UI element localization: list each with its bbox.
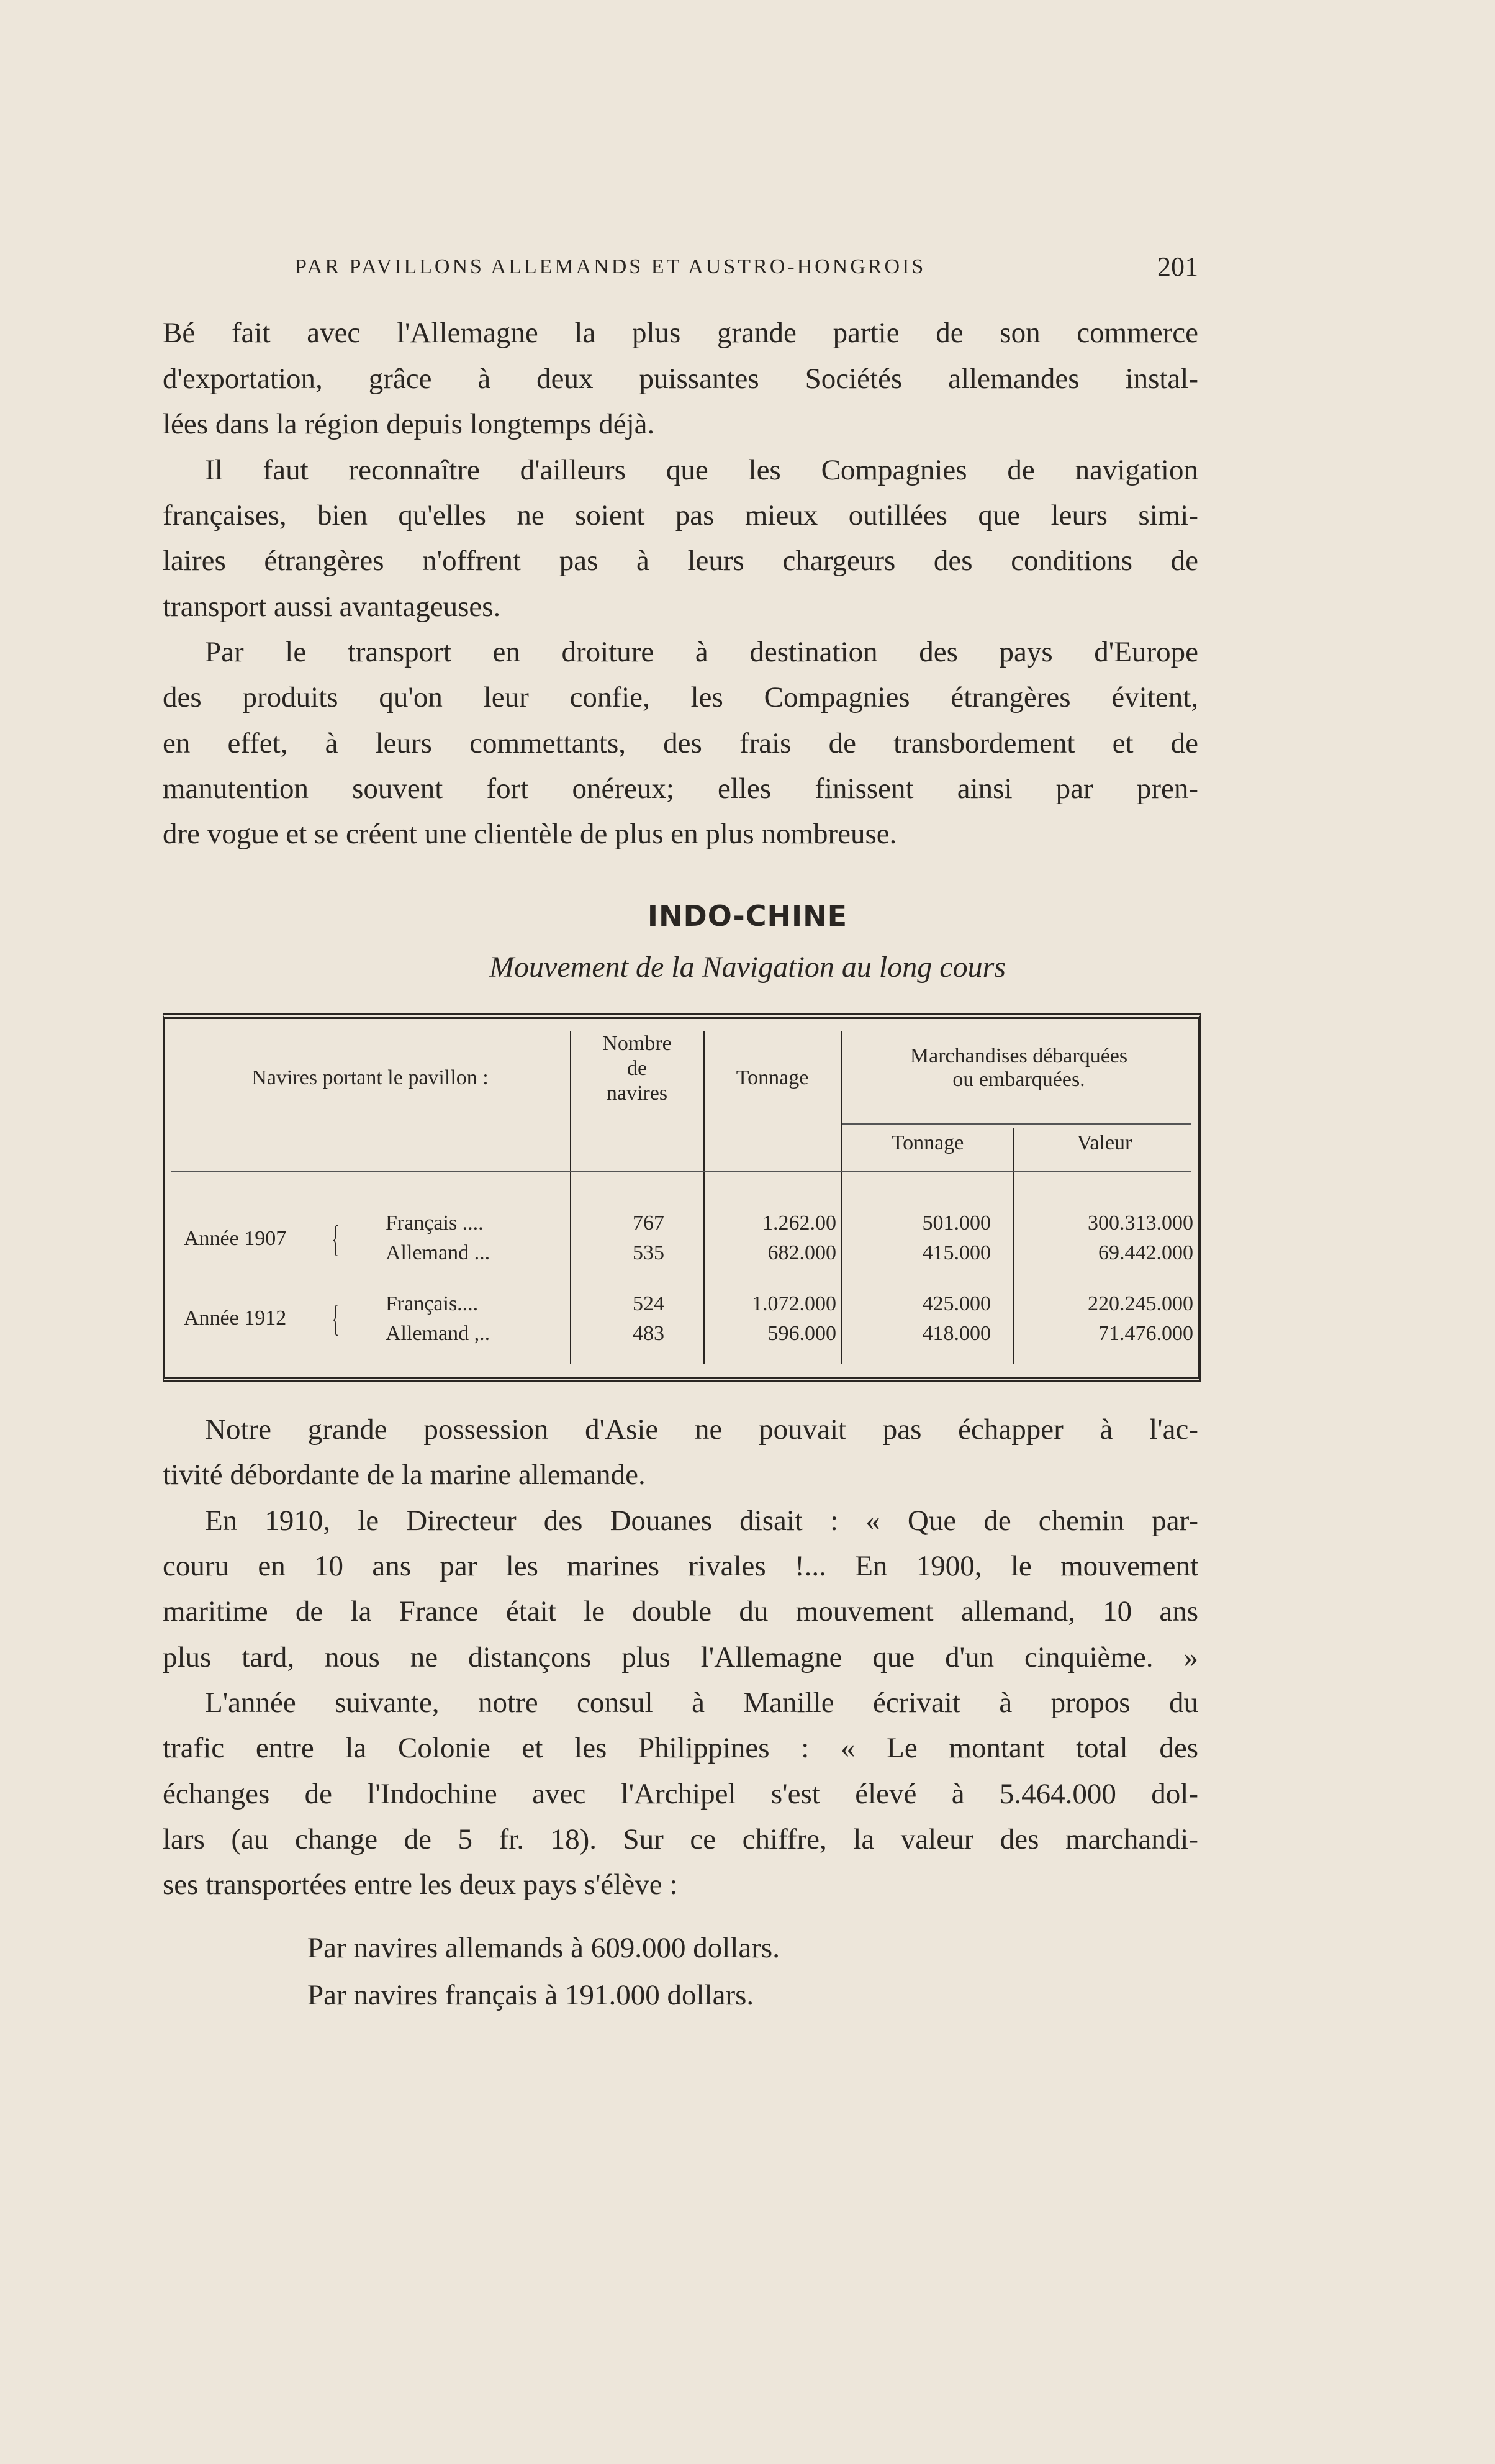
running-title: PAR PAVILLONS ALLEMANDS ET AUSTRO-HONGROIS xyxy=(295,255,926,278)
text-line: d'exportation, grâce à deux puissantes Sociétés allemandes instal- xyxy=(163,363,1198,395)
text-line: en effet, à leurs commettants, des frais de transbordement et de xyxy=(163,727,1198,759)
count-cell: 535 xyxy=(633,1241,664,1264)
text-line: tivité débordante de la marine allemande. xyxy=(163,1459,646,1491)
header-count-2: de xyxy=(626,1057,648,1080)
text-line: laires étrangères n'offrent pas à leurs chargeurs des conditions de xyxy=(163,545,1198,577)
year-label: Année 1912 xyxy=(184,1307,287,1329)
header-flag: Navires portant le pavillon : xyxy=(251,1066,489,1089)
text-line: manutention souvent fort onéreux; elles finissent ainsi par pren- xyxy=(163,772,1198,805)
running-header xyxy=(295,251,1198,283)
goods-tonnage-cell: 415.000 xyxy=(922,1241,991,1264)
page-number: 201 xyxy=(1157,251,1198,282)
header-goods-2: ou embarquées. xyxy=(952,1068,1085,1091)
flag-cell: Français .... xyxy=(386,1212,484,1234)
text-line: Il faut reconnaître d'ailleurs que les Compagnies de navigation xyxy=(205,454,1198,486)
header-count-3: navires xyxy=(606,1082,668,1105)
tonnage-cell: 682.000 xyxy=(767,1241,836,1264)
tonnage-cell: 596.000 xyxy=(767,1322,836,1345)
text-line: des produits qu'on leur confie, les Compagnies étrangères évitent, xyxy=(163,681,1198,713)
flag-cell: Allemand ... xyxy=(386,1241,490,1264)
text-line: dre vogue et se créent une clientèle de plus en plus nombreuse. xyxy=(163,818,897,850)
header-count-1: Nombre xyxy=(602,1032,672,1055)
text-line: transport aussi avantageuses. xyxy=(163,591,501,623)
value-cell: 69.442.000 xyxy=(1098,1241,1193,1264)
count-cell: 767 xyxy=(633,1212,664,1234)
text-line: lars (au change de 5 fr. 18). Sur ce chiffre, la valeur des marchandi- xyxy=(163,1823,1198,1855)
text-line: L'année suivante, notre consul à Manille écrivait à propos du xyxy=(205,1687,1198,1719)
count-cell: 483 xyxy=(633,1322,664,1345)
text-line: trafic entre la Colonie et les Philippines : « Le montant total des xyxy=(163,1732,1198,1764)
year-label: Année 1907 xyxy=(184,1227,287,1250)
text-line: En 1910, le Directeur des Douanes disait : « Que de chemin par- xyxy=(205,1505,1198,1537)
value-cell: 71.476.000 xyxy=(1098,1322,1193,1345)
text-line: Par le transport en droiture à destination des pays d'Europe xyxy=(205,636,1198,668)
header-tonnage: Tonnage xyxy=(736,1066,809,1089)
section-title: INDO-CHINE xyxy=(647,899,848,933)
flag-cell: Français.... xyxy=(386,1292,479,1315)
text-line: lées dans la région depuis longtemps déjà. xyxy=(163,408,655,440)
text-line: couru en 10 ans par les marines rivales !... En 1900, le mouvement xyxy=(163,1550,1198,1582)
text-line: maritime de la France était le double du mouvement allemand, 10 ans xyxy=(163,1595,1198,1628)
section-subtitle: Mouvement de la Navigation au long cours xyxy=(489,951,1006,984)
text-line: ses transportées entre les deux pays s'élève : xyxy=(163,1868,678,1901)
text-line: échanges de l'Indochine avec l'Archipel s'est élevé à 5.464.000 dol- xyxy=(163,1778,1198,1810)
text-line: Bé fait avec l'Allemagne la plus grande partie de son commerce xyxy=(163,317,1198,349)
navigation-table: Navires portant le pavillon : Nombre de navires Tonnage Marchandises débarquées ou embarquées. Tonnage Valeur Année 1907 { Français .... Allemand ... 767 535 1.262.00 682.000 501.000 415.000 300.313.000 69.442.000 Année 1912 { Français.... Allemand ,.. 524 483 1.072.000 596.000 425.000 418.000 220.245.000 71.476.000 xyxy=(163,1013,1201,1382)
count-cell: 524 xyxy=(633,1292,664,1315)
text-line: plus tard, nous ne distançons plus l'Allemagne que d'un cinquième. » xyxy=(163,1641,1198,1674)
header-goods-value: Valeur xyxy=(1077,1131,1132,1154)
text-line: Par navires français à 191.000 dollars. xyxy=(307,1979,754,2011)
flag-cell: Allemand ,.. xyxy=(386,1322,490,1345)
text-line: françaises, bien qu'elles ne soient pas mieux outillées que leurs simi- xyxy=(163,499,1198,532)
tonnage-cell: 1.262.00 xyxy=(762,1212,836,1234)
text-line: Par navires allemands à 609.000 dollars. xyxy=(307,1932,780,1964)
goods-tonnage-cell: 425.000 xyxy=(922,1292,991,1315)
header-goods-1: Marchandises débarquées xyxy=(910,1044,1128,1067)
goods-tonnage-cell: 418.000 xyxy=(922,1322,991,1345)
value-cell: 300.313.000 xyxy=(1088,1212,1193,1234)
goods-tonnage-cell: 501.000 xyxy=(922,1212,991,1234)
tonnage-cell: 1.072.000 xyxy=(752,1292,836,1315)
text-line: Notre grande possession d'Asie ne pouvait pas échapper à l'ac- xyxy=(205,1413,1198,1446)
header-goods-tonnage: Tonnage xyxy=(891,1131,964,1154)
value-cell: 220.245.000 xyxy=(1088,1292,1193,1315)
